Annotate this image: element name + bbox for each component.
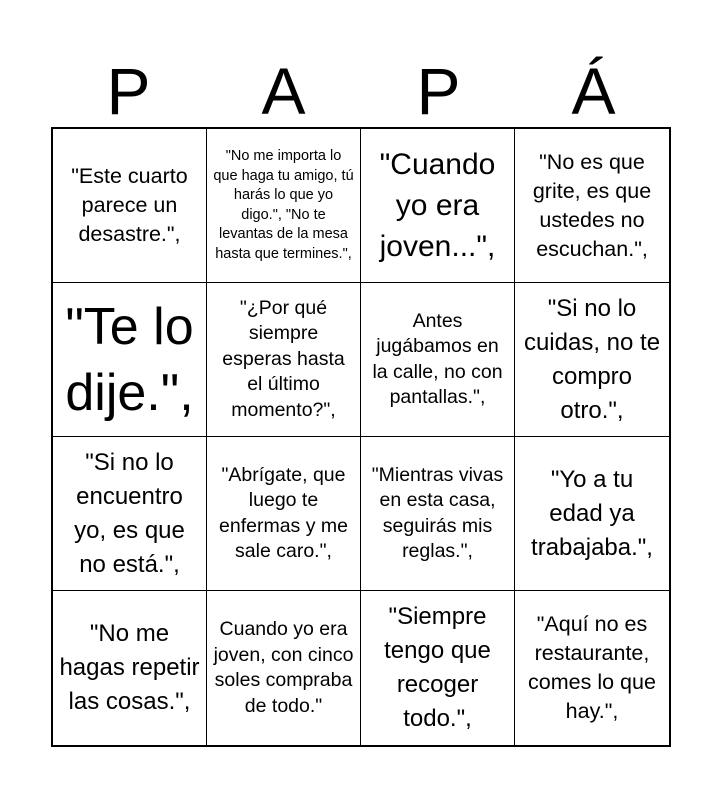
cell-text: Cuando yo era joven, con cinco soles compraba de todo." [213, 618, 354, 717]
bingo-cell-3[interactable] [361, 129, 515, 283]
header-letter-4: Á [571, 54, 616, 128]
bingo-cell-8[interactable] [515, 283, 669, 437]
cell-text: "Cuando yo era joven...", [379, 148, 496, 263]
bingo-cell-13[interactable] [53, 591, 207, 745]
cell-text: "Aquí no es restaurante, comes lo que hay.", [528, 612, 656, 723]
cell-text: "No me hagas repetir las cosas.", [59, 620, 200, 715]
cell-text: "Siempre tengo que recoger todo.", [384, 603, 491, 732]
cell-text: "Mientras vivas en esta casa, seguirás mis reglas.", [371, 463, 504, 562]
bingo-header [51, 56, 671, 126]
bingo-cell-9[interactable] [53, 437, 207, 591]
bingo-cell-11[interactable] [361, 437, 515, 591]
cell-text: "Yo a tu edad ya trabajaba.", [531, 465, 653, 561]
cell-text: "No me importa lo que haga tu amigo, tú harás lo que yo digo.", "No te levantas de la mesa hasta que termines.", [213, 148, 354, 262]
header-letter-1: P [106, 54, 151, 128]
bingo-cell-14[interactable] [207, 591, 361, 745]
bingo-cell-2[interactable] [207, 129, 361, 283]
bingo-cell-7[interactable] [361, 283, 515, 437]
header-letter-2: A [261, 54, 306, 128]
header-letter-3: P [416, 54, 461, 128]
bingo-cell-16[interactable] [515, 591, 669, 745]
bingo-cell-12[interactable] [515, 437, 669, 591]
bingo-cell-10[interactable] [207, 437, 361, 591]
cell-text: "¿Por qué siempre esperas hasta el último momento?", [222, 296, 345, 421]
cell-text: "Si no lo cuidas, no te compro otro.", [523, 294, 661, 424]
bingo-board [51, 127, 671, 747]
bingo-cell-1[interactable] [53, 129, 207, 283]
cell-text: "Este cuarto parece un desastre.", [71, 164, 188, 246]
bingo-cell-6[interactable] [207, 283, 361, 437]
cell-text: "No es que grite, es que ustedes no escuchan.", [532, 149, 652, 261]
cell-text: "Si no lo encuentro yo, es que no está.", [74, 448, 185, 578]
cell-text: "Abrígate, que luego te enfermas y me sale caro.", [219, 463, 348, 562]
cell-text: Antes jugábamos en la calle, no con pantallas.", [372, 309, 503, 408]
bingo-cell-15[interactable] [361, 591, 515, 745]
bingo-cell-4[interactable] [515, 129, 669, 283]
cell-text: "Te lo dije.", [65, 297, 194, 422]
bingo-cell-5[interactable] [53, 283, 207, 437]
